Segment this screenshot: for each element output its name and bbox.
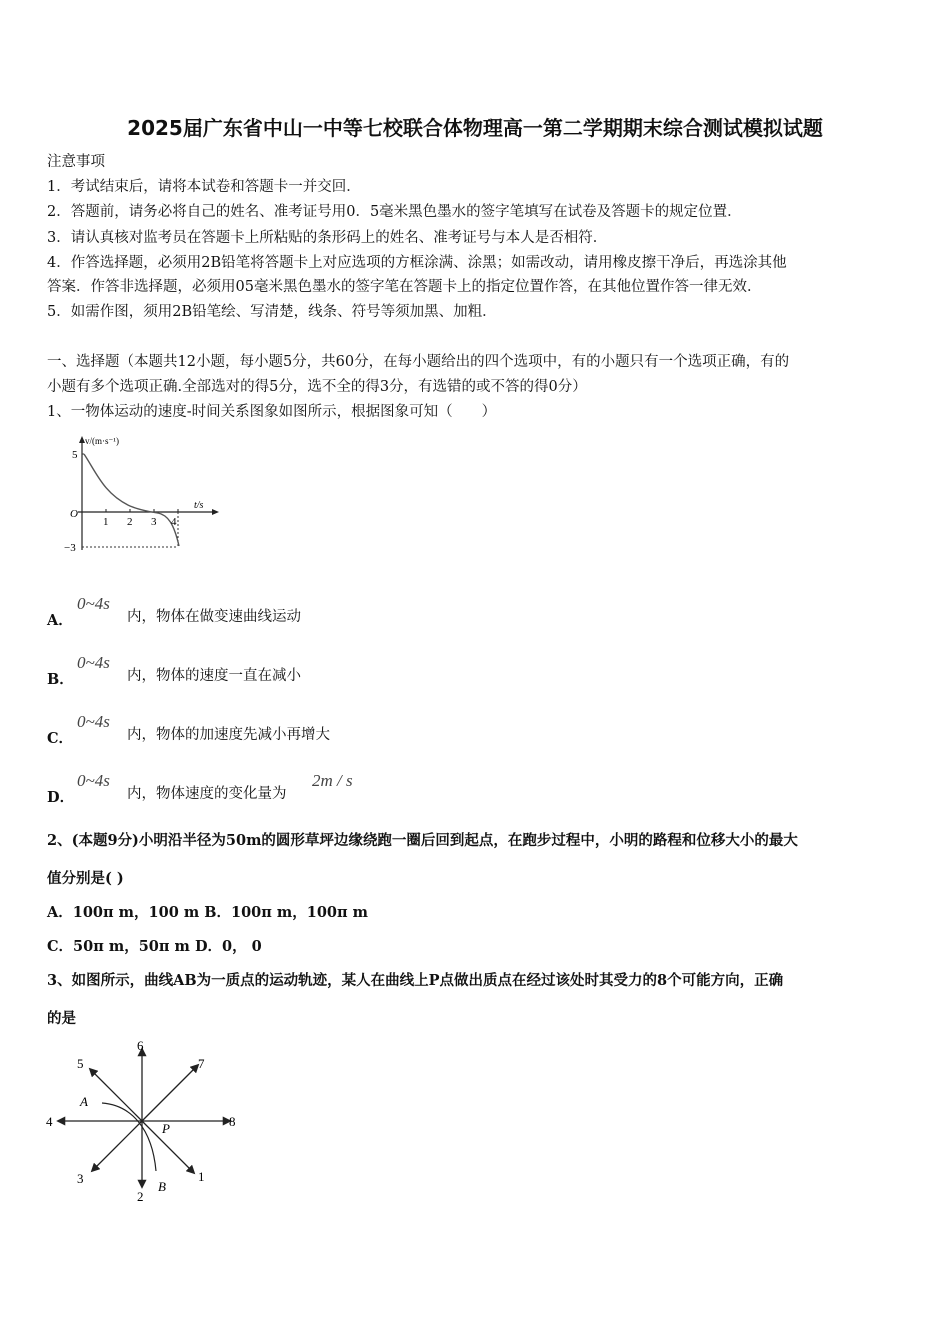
graph-velocity-curve xyxy=(84,454,179,546)
option-text: 内，物体的速度一直在减小 xyxy=(127,668,301,684)
point-b-label: B xyxy=(158,1179,166,1194)
question-3-stem-cont: 的是 xyxy=(47,1010,76,1027)
notice-item: 3．请认真核对监考员在答题卡上所粘贴的条形码上的姓名、准考证号与本人是否相符． xyxy=(47,230,608,246)
notice-item: 1．考试结束后，请将本试卷和答题卡一并交回． xyxy=(47,179,361,195)
graph-ytick-minus3: −3 xyxy=(64,542,76,554)
option-label: A． xyxy=(47,612,73,629)
notice-item: 4．作答选择题，必须用2B铅笔将答题卡上对应选项的方框涂满、涂黑；如需改动，请用橡皮擦干净后，再选涂其他 xyxy=(47,255,787,271)
direction-label-1: 1 xyxy=(198,1169,205,1184)
option-text: 内，物体速度的变化量为 xyxy=(127,786,287,802)
graph-ylabel: v/(m·s⁻¹) xyxy=(85,436,119,446)
graph-xtick-4: 4 xyxy=(171,516,177,528)
option-label: C． xyxy=(47,730,74,747)
direction-label-2: 2 xyxy=(137,1189,144,1204)
graph-xlabel: t/s xyxy=(194,500,204,511)
option-math: 0~4s xyxy=(77,653,110,672)
option-math: 0~4s xyxy=(77,771,110,790)
point-a-label: A xyxy=(80,1094,88,1109)
page-title: 2025届广东省中山一中等七校联合体物理高一第二学期期末综合测试模拟试题 xyxy=(127,116,823,140)
option-label: D． xyxy=(47,789,75,806)
option-text: 内，物体在做变速曲线运动 xyxy=(127,609,301,625)
notice-item: 答案．作答非选择题，必须用05毫米黑色墨水的签字笔在答题卡上的指定位置作答，在其他位置作答一律无效． xyxy=(47,279,762,295)
section-heading: 一、选择题（本题共12小题，每小题5分，共60分，在每小题给出的四个选项中，有的小题只有一个选项正确，有的 xyxy=(47,354,790,370)
option-math: 0~4s xyxy=(77,712,110,731)
question-3-stem: 3、如图所示，曲线AB为一质点的运动轨迹，某人在曲线上P点做出质点在经过该处时其受力的8个可能方向，正确 xyxy=(47,972,784,989)
point-p-label: P xyxy=(162,1121,170,1136)
question-1-stem: 1、一物体运动的速度-时间关系图象如图所示，根据图象可知（ ） xyxy=(47,404,497,420)
section-heading-cont: 小题有多个选项正确.全部选对的得5分，选不全的得3分，有选错的或不答的得0分） xyxy=(47,379,587,395)
direction-label-8: 8 xyxy=(229,1114,236,1129)
question-2-options-ab: A．100π m，100 m B．100π m，100π m xyxy=(47,904,369,921)
graph-xtick-1: 1 xyxy=(103,516,109,528)
direction-5-arrow xyxy=(90,1069,142,1121)
direction-label-6: 6 xyxy=(137,1038,144,1053)
graph-ytick-5: 5 xyxy=(72,449,78,461)
option-text: 内，物体的加速度先减小再增大 xyxy=(127,727,330,743)
graph-xtick-3: 3 xyxy=(151,516,157,528)
direction-label-3: 3 xyxy=(77,1171,84,1186)
trajectory-curve-ab xyxy=(102,1103,156,1171)
notice-item: 2．答题前，请务必将自己的姓名、准考证号用0．5毫米黑色墨水的签字笔填写在试卷及答题卡的规定位置． xyxy=(47,204,742,220)
direction-label-4: 4 xyxy=(46,1114,53,1129)
direction-3-arrow xyxy=(92,1121,142,1171)
direction-label-7: 7 xyxy=(198,1056,205,1071)
option-math: 0~4s xyxy=(77,594,110,613)
question-2-stem: 2、(本题9分)小明沿半径为50m的圆形草坪边缘绕跑一圈后回到起点，在跑步过程中，小明的路程和位移大小的最大 xyxy=(47,832,798,849)
notice-heading: 注意事项 xyxy=(47,154,105,170)
graph-origin: O xyxy=(70,508,78,520)
question-2-options-cd: C．50π m，50π m D．0， 0 xyxy=(47,938,262,955)
option-math-tail: 2m / s xyxy=(312,771,353,790)
force-direction-diagram xyxy=(40,1035,250,1207)
question-2-stem-cont: 值分别是( ) xyxy=(47,870,124,887)
direction-label-5: 5 xyxy=(77,1056,84,1071)
direction-7-arrow xyxy=(142,1065,198,1121)
graph-xtick-2: 2 xyxy=(127,516,133,528)
graph-x-arrow xyxy=(212,509,219,515)
velocity-time-graph xyxy=(60,432,230,557)
option-label: B． xyxy=(47,671,74,688)
notice-item: 5．如需作图，须用2B铅笔绘、写清楚，线条、符号等须加黑、加粗． xyxy=(47,304,497,320)
